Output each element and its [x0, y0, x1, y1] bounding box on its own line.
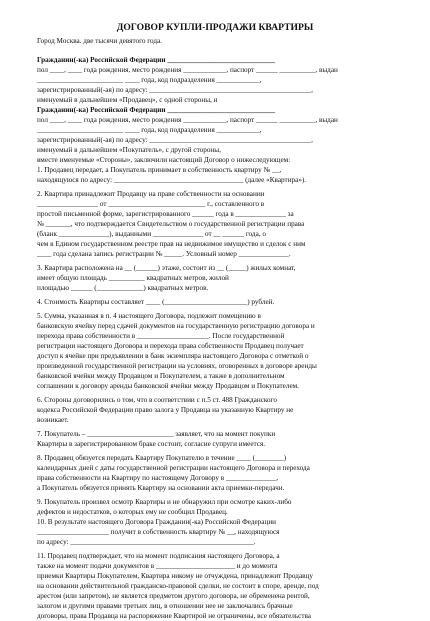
document-line: произведенной государственной регистрации на условиях, оговоренных в договоре аренды [37, 362, 317, 370]
document-line: 8. Продавец обязуется передать Квартиру Покупателю в течение ____ (________) [37, 454, 287, 462]
document-line: Гражданин(-ка) Российской Федерации ______________________________ [37, 56, 276, 64]
document-line: 1. Продавец передает, а Покупатель принимает в собственность квартиру № __, [37, 166, 282, 174]
document-line: площадью ______ (_____________) квадратных метров. [37, 284, 209, 292]
document-line: чем в Едином государственном реестре прав на недвижимое имущество и сделок с ним [37, 240, 306, 248]
document-line: права собственности на Квартиру по настоящему Договору в ______________, [37, 474, 279, 482]
document-line: 6. Стороны договорились о том, что в соответствии с п.5 ст. 488 Гражданского [37, 396, 277, 404]
document-line: 9. Покупатель произвел осмотр Квартиры и не обнаружил при осмотре каких-либо [37, 498, 292, 506]
document-line: ____________________ получит в собственность квартиру № __, находящуюся [37, 528, 280, 536]
document-line: соглашении к договору аренды банковской ячейки между Продавцом и Покупателем. [37, 382, 299, 390]
document-line: приемки Квартиры Покупателем, Квартира никому не отчуждена, принадлежит Продавцу [37, 572, 313, 580]
document-line: пол ____, ____ года рождения, место рождения ____________, паспорт ______ __________, выдан [37, 66, 338, 74]
document-line: 7. Покупатель – ________________________ заявляет, что на момент покупки [37, 430, 276, 438]
document-line: 2. Квартира принадлежит Продавцу на праве собственности на основании [37, 190, 265, 198]
document-line: дефектов и недостатков, о которых ему не сообщил Продавец. [37, 508, 228, 516]
document-line: 3. Квартира расположена на __ (______) этаже, состоит из __ (_____) жилых комнат, [37, 264, 296, 272]
document-line: № _______, что подтверждается Свидетельством о государственной регистрации права [37, 220, 305, 228]
document-line: имеет общую площадь __________ квадратных метров, жилой [37, 274, 229, 282]
document-line: также на момент подачи документов в ______________________ и до момента [37, 562, 278, 570]
document-line: 10. В результате настоящего Договора Гражданин(-ка) Российской Федерации [37, 518, 277, 526]
document-line: перехода права собственности в ____________________. После государственной [37, 332, 285, 340]
document-line: банковскую ячейку перед сдачей документов на государственную регистрацию договора и [37, 322, 315, 330]
document-line: пол ____, ____ года рождения, место рождения ____________, паспорт ______ __________, выдан [37, 116, 338, 124]
document-line: ________________________ ____ года, код подразделения ____________, [37, 76, 262, 84]
document-line: по адресу: ___________________________________________________. [37, 538, 256, 546]
document-line: календарных дней с даты государственной регистрации настоящего Договора и перехода [37, 464, 310, 472]
document-line: регистрации настоящего Договора и перехода права собственности Продавец получает [37, 342, 304, 350]
document-line: 5. Сумма, указанная в п. 4 настоящего Договора, подлежит помещению в [37, 312, 261, 320]
document-line: ________________________ ____ года, код подразделения ____________, [37, 126, 262, 134]
document-line: Город Москва. две тысячи девятого года. [37, 37, 163, 45]
document-line: простой письменной форме, зарегистрированного ______ года в ______________ за [37, 210, 294, 218]
document-line: 4. Стоимость Квартиры составляет ____ (_______________________) рублей. [37, 298, 275, 306]
document-line: а Покупатель обязуется принять Квартиру на основании акта приемки-передачи. [37, 484, 285, 492]
document-line: именуемый в дальнейшем «Покупатель», с другой стороны, [37, 146, 221, 154]
document-line: зарегистрированный(-ая) по адресу: _____________________________________________, [37, 86, 313, 94]
document-line: кодекса Российской Федерации право залога у Продавца на указанную Квартиру не [37, 406, 294, 414]
document-title: ДОГОВОР КУПЛИ-ПРОДАЖИ КВАРТИРЫ [116, 22, 314, 33]
document-line: возникает. [37, 416, 69, 424]
document-line: (бланк ______________), выданными ______________ от __ ______ года, о [37, 230, 266, 238]
document-line: _________________ от ___________________________ г., составленного в [37, 200, 265, 208]
document-line: зарегистрированный(-ая) по адресу: _____________________________________________, [37, 136, 313, 144]
document-line: вместе именуемые «Стороны», заключили настоящий Договор о нижеследующем: [37, 156, 291, 164]
document-line: на основании действительной гражданско-правовой сделки, не состоит в споре, аренде, под [37, 582, 319, 590]
document-line: находящуюся по адресу: ____________________________________ (далее «Квартира»). [37, 176, 307, 184]
document-line: 11. Продавец подтверждает, что на момент подписания настоящего Договора, а [37, 552, 280, 560]
document-line: Квартиры в зарегистрированном браке состоит, согласие супруги имеется. [37, 440, 266, 448]
document-line: арестом (или запретом), не является предметом другого договора, не обременена рентой, [37, 592, 310, 600]
document-line: именуемый в дальнейшем «Продавец», с одной стороны, и [37, 96, 218, 104]
document-line: ____ года сделана запись регистрации № _____. Условный номер ______________. [37, 250, 291, 258]
document-line: доступ к ячейке при предъявлении в банк экземпляра настоящего Договора с отметкой о [37, 352, 309, 360]
document-line: залогом и другими правами третьих лиц, в отношении нее не заключались брачные [37, 602, 293, 610]
document-line: договоры, права Продавца на распоряжение Квартирой не ограничены, все обязательства [37, 612, 311, 620]
document-line: Гражданин(-ка) Российской Федерации ______________________________ [37, 106, 276, 114]
document-line: банковской ячейки между Продавцом и Покупателем, а также в дополнительном [37, 372, 285, 380]
